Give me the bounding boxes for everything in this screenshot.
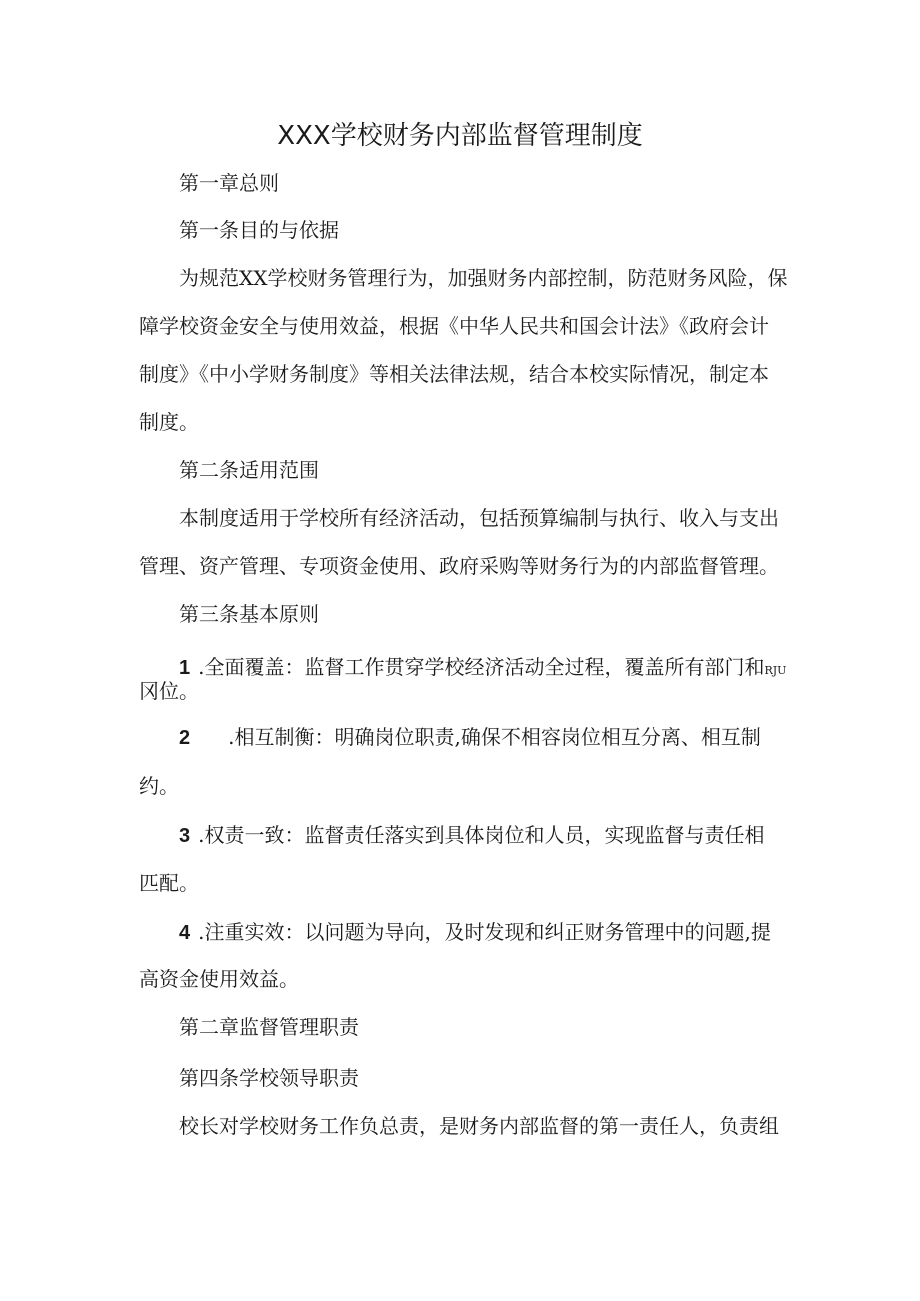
principle-4-number: 4 xyxy=(179,922,191,944)
principle-3-text: 权责一致：监督责任落实到具体岗位和人员，实现监督与责任相 xyxy=(204,823,765,847)
article-4-heading: 第四条学校领导职责 xyxy=(179,1066,359,1090)
article-1-line-4: 制度。 xyxy=(139,410,199,434)
article-1-line-2: 障学校资金安全与使用效益，根据《中华人民共和国会计法》《政府会计 xyxy=(139,314,769,338)
document-title: XXX学校财务内部监督管理制度 xyxy=(277,121,643,151)
principle-1-number: 1 xyxy=(179,657,191,679)
principle-1-line-2: 冈位。 xyxy=(139,679,199,703)
principle-3-number: 3 xyxy=(179,825,191,847)
principle-4-text: 注重实效：以问题为导向，及时发现和纠正财务管理中的问题,提 xyxy=(204,920,771,944)
principle-1-tail: RJU xyxy=(764,664,787,677)
article-3-heading: 第三条基本原则 xyxy=(179,602,319,626)
chapter-2-heading: 第二章监督管理职责 xyxy=(179,1015,359,1039)
principle-1-line-1 xyxy=(179,652,786,686)
principle-2-line-2: 约。 xyxy=(139,774,179,798)
principle-2-number: 2 xyxy=(179,727,191,749)
principle-3-line-1 xyxy=(179,820,764,851)
principle-2-separator: . xyxy=(228,725,235,749)
chapter-1-heading: 第一章总则 xyxy=(179,171,279,195)
principle-4-separator: . xyxy=(198,920,205,944)
article-1-heading: 第一条目的与依据 xyxy=(179,218,339,242)
principle-4-line-1 xyxy=(179,917,771,948)
principle-1-separator: . xyxy=(198,655,205,679)
principle-4-line-2: 高资金使用效益。 xyxy=(139,967,299,991)
article-1-line-1: 为规范XX学校财务管理行为，加强财务内部控制，防范财务风险，保 xyxy=(179,266,788,290)
article-1-line-3: 制度》《中小学财务制度》等相关法律法规，结合本校实际情况，制定本 xyxy=(139,362,769,386)
article-2-heading: 第二条适用范围 xyxy=(179,458,319,482)
principle-3-line-2: 匹配。 xyxy=(139,871,199,895)
principle-2-text: 相互制衡：明确岗位职责,确保不相容岗位相互分离、相互制 xyxy=(234,725,761,749)
principle-1-text: 全面覆盖：监督工作贯穿学校经济活动全过程，覆盖所有部门和 xyxy=(204,655,765,679)
principle-2-line-1 xyxy=(179,722,761,753)
article-4-line-1: 校长对学校财务工作负总责，是财务内部监督的第一责任人，负责组 xyxy=(179,1114,779,1138)
article-2-line-1: 本制度适用于学校所有经济活动，包括预算编制与执行、收入与支出 xyxy=(179,506,779,530)
principle-3-separator: . xyxy=(198,823,205,847)
article-2-line-2: 管理、资产管理、专项资金使用、政府采购等财务行为的内部监督管理。 xyxy=(139,554,779,578)
